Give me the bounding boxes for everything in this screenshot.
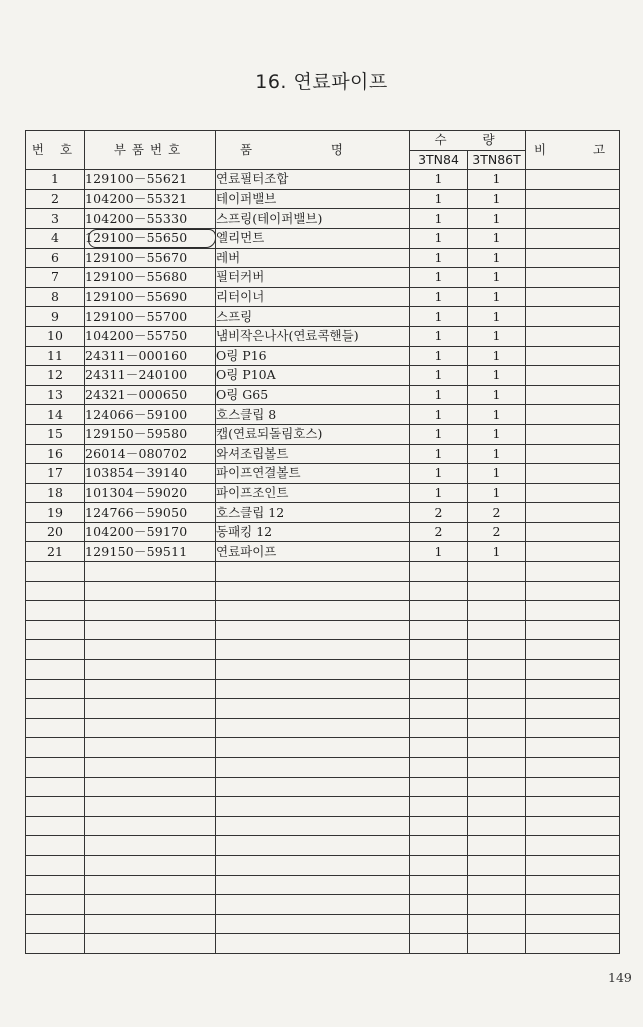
empty-cell [216, 797, 410, 817]
empty-row [26, 875, 620, 895]
cell-part-name: 호스클립 8 [216, 405, 410, 425]
empty-cell [85, 718, 216, 738]
cell-qty-3tn84: 1 [410, 170, 468, 190]
empty-cell [526, 914, 620, 934]
empty-cell [468, 777, 526, 797]
empty-cell [410, 777, 468, 797]
empty-cell [26, 660, 85, 680]
empty-cell [526, 934, 620, 954]
empty-row [26, 816, 620, 836]
cell-remarks [526, 228, 620, 248]
empty-cell [26, 914, 85, 934]
cell-qty-3tn84: 1 [410, 189, 468, 209]
empty-cell [410, 699, 468, 719]
empty-cell [216, 934, 410, 954]
empty-cell [468, 875, 526, 895]
empty-cell [85, 640, 216, 660]
cell-remarks [526, 170, 620, 190]
empty-cell [468, 620, 526, 640]
empty-cell [410, 797, 468, 817]
empty-cell [85, 581, 216, 601]
empty-cell [85, 758, 216, 778]
cell-remarks [526, 444, 620, 464]
cell-remarks [526, 326, 620, 346]
empty-cell [410, 679, 468, 699]
cell-part-name: 파이프연결볼트 [216, 464, 410, 484]
cell-remarks [526, 268, 620, 288]
cell-part-number: 101304－59020 [85, 483, 216, 503]
empty-cell [410, 836, 468, 856]
cell-number: 17 [26, 464, 85, 484]
empty-row [26, 679, 620, 699]
empty-row [26, 758, 620, 778]
empty-cell [526, 855, 620, 875]
empty-cell [468, 562, 526, 582]
empty-cell [216, 836, 410, 856]
empty-cell [216, 816, 410, 836]
cell-qty-3tn84: 1 [410, 248, 468, 268]
empty-row [26, 914, 620, 934]
cell-qty-3tn86t: 1 [468, 542, 526, 562]
empty-cell [410, 875, 468, 895]
cell-number: 13 [26, 385, 85, 405]
empty-cell [26, 699, 85, 719]
empty-cell [216, 895, 410, 915]
empty-cell [26, 875, 85, 895]
empty-cell [468, 914, 526, 934]
empty-cell [216, 875, 410, 895]
cell-part-number: 129100－55621 [85, 170, 216, 190]
empty-cell [85, 777, 216, 797]
table-row [26, 189, 620, 209]
table-row [26, 444, 620, 464]
empty-cell [85, 679, 216, 699]
empty-row [26, 640, 620, 660]
empty-row [26, 934, 620, 954]
cell-part-number: 129100－55650 [85, 228, 216, 248]
cell-part-number: 124066－59100 [85, 405, 216, 425]
cell-part-number: 104200－59170 [85, 522, 216, 542]
empty-cell [410, 620, 468, 640]
empty-cell [216, 718, 410, 738]
cell-remarks [526, 248, 620, 268]
cell-qty-3tn86t: 1 [468, 385, 526, 405]
table-row [26, 385, 620, 405]
empty-cell [410, 660, 468, 680]
cell-number: 7 [26, 268, 85, 288]
cell-qty-3tn84: 1 [410, 424, 468, 444]
cell-number: 14 [26, 405, 85, 425]
cell-number: 15 [26, 424, 85, 444]
cell-remarks [526, 189, 620, 209]
header-part-name: 품 명 [216, 131, 410, 170]
empty-cell [526, 718, 620, 738]
cell-remarks [526, 522, 620, 542]
empty-cell [410, 718, 468, 738]
cell-part-name: 필터커버 [216, 268, 410, 288]
empty-row [26, 601, 620, 621]
table-row [26, 405, 620, 425]
table-row [26, 366, 620, 386]
empty-cell [526, 699, 620, 719]
parts-table [25, 130, 620, 954]
cell-part-number: 129100－55690 [85, 287, 216, 307]
empty-cell [216, 855, 410, 875]
empty-cell [26, 836, 85, 856]
empty-cell [526, 581, 620, 601]
header-model-3tn86t: 3TN86T [468, 150, 526, 170]
cell-qty-3tn86t: 1 [468, 170, 526, 190]
cell-qty-3tn86t: 1 [468, 326, 526, 346]
empty-cell [216, 777, 410, 797]
empty-cell [468, 836, 526, 856]
cell-part-name: O링 P10A [216, 366, 410, 386]
cell-remarks [526, 483, 620, 503]
empty-cell [26, 640, 85, 660]
empty-cell [410, 855, 468, 875]
empty-cell [410, 816, 468, 836]
empty-cell [526, 601, 620, 621]
cell-number: 3 [26, 209, 85, 229]
cell-part-number: 103854－39140 [85, 464, 216, 484]
cell-number: 10 [26, 326, 85, 346]
cell-qty-3tn84: 1 [410, 385, 468, 405]
cell-qty-3tn86t: 1 [468, 209, 526, 229]
empty-cell [410, 895, 468, 915]
empty-row [26, 777, 620, 797]
cell-part-number: 26014－080702 [85, 444, 216, 464]
cell-part-name: 캡(연료되돌림호스) [216, 424, 410, 444]
cell-part-number: 129150－59580 [85, 424, 216, 444]
cell-qty-3tn84: 1 [410, 307, 468, 327]
empty-cell [468, 640, 526, 660]
cell-remarks [526, 287, 620, 307]
empty-row [26, 581, 620, 601]
empty-cell [468, 699, 526, 719]
empty-cell [410, 581, 468, 601]
cell-qty-3tn86t: 1 [468, 444, 526, 464]
cell-number: 19 [26, 503, 85, 523]
empty-cell [26, 934, 85, 954]
cell-qty-3tn86t: 1 [468, 424, 526, 444]
cell-part-name: 호스클립 12 [216, 503, 410, 523]
header-number: 번 호 [26, 131, 85, 170]
table-row [26, 248, 620, 268]
parts-table-body [26, 170, 620, 954]
cell-qty-3tn84: 1 [410, 346, 468, 366]
empty-row [26, 620, 620, 640]
empty-cell [26, 855, 85, 875]
table-row [26, 346, 620, 366]
table-row [26, 268, 620, 288]
empty-cell [410, 758, 468, 778]
empty-cell [468, 797, 526, 817]
empty-cell [526, 679, 620, 699]
empty-cell [526, 562, 620, 582]
cell-part-name: 연료파이프 [216, 542, 410, 562]
empty-cell [410, 640, 468, 660]
cell-qty-3tn84: 2 [410, 503, 468, 523]
empty-cell [410, 562, 468, 582]
empty-cell [85, 895, 216, 915]
empty-cell [468, 855, 526, 875]
empty-cell [216, 562, 410, 582]
cell-qty-3tn84: 1 [410, 228, 468, 248]
empty-cell [468, 601, 526, 621]
header-quantity: 수 량 [410, 131, 526, 151]
empty-cell [85, 855, 216, 875]
table-row [26, 483, 620, 503]
table-row [26, 326, 620, 346]
empty-cell [216, 620, 410, 640]
empty-row [26, 855, 620, 875]
header-part-number: 부품번호 [85, 131, 216, 170]
empty-cell [85, 934, 216, 954]
empty-cell [26, 679, 85, 699]
empty-cell [526, 797, 620, 817]
empty-cell [85, 816, 216, 836]
cell-qty-3tn86t: 1 [468, 287, 526, 307]
empty-cell [526, 640, 620, 660]
empty-cell [26, 620, 85, 640]
cell-part-name: 스프링(테이퍼밸브) [216, 209, 410, 229]
empty-row [26, 718, 620, 738]
cell-part-name: 리터이너 [216, 287, 410, 307]
empty-cell [26, 738, 85, 758]
cell-part-number: 129100－55680 [85, 268, 216, 288]
empty-cell [85, 620, 216, 640]
cell-part-number: 129150－59511 [85, 542, 216, 562]
cell-part-name: 냄비작은나사(연료콕핸들) [216, 326, 410, 346]
empty-cell [526, 875, 620, 895]
empty-cell [85, 875, 216, 895]
empty-cell [26, 797, 85, 817]
empty-row [26, 797, 620, 817]
empty-cell [216, 679, 410, 699]
cell-remarks [526, 366, 620, 386]
cell-part-name: 레버 [216, 248, 410, 268]
empty-cell [85, 914, 216, 934]
cell-remarks [526, 542, 620, 562]
cell-part-name: 스프링 [216, 307, 410, 327]
cell-part-name: 동패킹 12 [216, 522, 410, 542]
empty-row [26, 895, 620, 915]
cell-number: 16 [26, 444, 85, 464]
cell-qty-3tn84: 1 [410, 464, 468, 484]
cell-qty-3tn84: 1 [410, 483, 468, 503]
empty-cell [216, 581, 410, 601]
empty-cell [468, 816, 526, 836]
cell-part-number: 104200－55330 [85, 209, 216, 229]
cell-remarks [526, 424, 620, 444]
cell-part-number: 104200－55321 [85, 189, 216, 209]
empty-cell [216, 758, 410, 778]
cell-number: 8 [26, 287, 85, 307]
cell-remarks [526, 346, 620, 366]
empty-cell [216, 738, 410, 758]
cell-remarks [526, 405, 620, 425]
empty-cell [216, 699, 410, 719]
empty-cell [26, 758, 85, 778]
empty-row [26, 699, 620, 719]
empty-cell [526, 895, 620, 915]
cell-number: 18 [26, 483, 85, 503]
empty-cell [526, 777, 620, 797]
empty-cell [26, 562, 85, 582]
cell-qty-3tn86t: 1 [468, 483, 526, 503]
empty-cell [216, 640, 410, 660]
cell-qty-3tn86t: 1 [468, 248, 526, 268]
empty-cell [526, 758, 620, 778]
cell-part-number: 24321－000650 [85, 385, 216, 405]
empty-cell [468, 895, 526, 915]
empty-cell [85, 836, 216, 856]
cell-qty-3tn84: 2 [410, 522, 468, 542]
empty-cell [410, 914, 468, 934]
empty-row [26, 836, 620, 856]
cell-number: 12 [26, 366, 85, 386]
cell-qty-3tn86t: 1 [468, 464, 526, 484]
cell-qty-3tn84: 1 [410, 444, 468, 464]
empty-cell [526, 836, 620, 856]
empty-cell [410, 934, 468, 954]
cell-part-name: 와셔조립볼트 [216, 444, 410, 464]
cell-remarks [526, 464, 620, 484]
empty-cell [26, 777, 85, 797]
cell-part-name: 엘리먼트 [216, 228, 410, 248]
empty-cell [526, 816, 620, 836]
cell-number: 9 [26, 307, 85, 327]
table-row [26, 228, 620, 248]
empty-cell [468, 738, 526, 758]
empty-cell [85, 660, 216, 680]
table-row [26, 522, 620, 542]
cell-part-name: O링 G65 [216, 385, 410, 405]
table-row [26, 209, 620, 229]
table-row [26, 307, 620, 327]
empty-cell [410, 601, 468, 621]
cell-qty-3tn84: 1 [410, 326, 468, 346]
table-row [26, 503, 620, 523]
empty-cell [85, 699, 216, 719]
empty-cell [526, 620, 620, 640]
header-remarks: 비 고 [526, 131, 620, 170]
empty-cell [26, 718, 85, 738]
empty-row [26, 738, 620, 758]
table-row [26, 287, 620, 307]
cell-part-number: 129100－55670 [85, 248, 216, 268]
cell-remarks [526, 209, 620, 229]
cell-number: 4 [26, 228, 85, 248]
cell-qty-3tn84: 1 [410, 405, 468, 425]
cell-number: 2 [26, 189, 85, 209]
cell-part-name: 연료필터조합 [216, 170, 410, 190]
cell-remarks [526, 307, 620, 327]
table-row [26, 464, 620, 484]
empty-cell [216, 914, 410, 934]
cell-part-name: 파이프조인트 [216, 483, 410, 503]
empty-cell [468, 679, 526, 699]
empty-cell [410, 738, 468, 758]
empty-row [26, 660, 620, 680]
empty-cell [468, 581, 526, 601]
empty-cell [468, 758, 526, 778]
cell-qty-3tn86t: 1 [468, 268, 526, 288]
cell-number: 21 [26, 542, 85, 562]
empty-cell [526, 738, 620, 758]
cell-part-number: 129100－55700 [85, 307, 216, 327]
empty-cell [26, 895, 85, 915]
cell-remarks [526, 385, 620, 405]
empty-cell [468, 718, 526, 738]
cell-part-number: 124766－59050 [85, 503, 216, 523]
cell-qty-3tn86t: 1 [468, 189, 526, 209]
empty-cell [85, 562, 216, 582]
cell-qty-3tn86t: 2 [468, 522, 526, 542]
table-row [26, 542, 620, 562]
empty-cell [85, 797, 216, 817]
page-number: 149 [608, 970, 632, 985]
header-model-3tn84: 3TN84 [410, 150, 468, 170]
cell-part-name: 테이퍼밸브 [216, 189, 410, 209]
empty-cell [526, 660, 620, 680]
cell-part-name: O링 P16 [216, 346, 410, 366]
empty-cell [26, 816, 85, 836]
empty-cell [26, 601, 85, 621]
cell-qty-3tn84: 1 [410, 268, 468, 288]
cell-number: 6 [26, 248, 85, 268]
empty-cell [468, 660, 526, 680]
cell-qty-3tn86t: 1 [468, 307, 526, 327]
cell-qty-3tn86t: 1 [468, 405, 526, 425]
table-row [26, 424, 620, 444]
empty-row [26, 562, 620, 582]
cell-qty-3tn86t: 2 [468, 503, 526, 523]
cell-qty-3tn86t: 1 [468, 346, 526, 366]
cell-qty-3tn84: 1 [410, 209, 468, 229]
empty-cell [216, 660, 410, 680]
cell-qty-3tn84: 1 [410, 542, 468, 562]
cell-number: 11 [26, 346, 85, 366]
empty-cell [85, 601, 216, 621]
cell-part-number: 24311－000160 [85, 346, 216, 366]
cell-qty-3tn86t: 1 [468, 228, 526, 248]
cell-part-number: 24311－240100 [85, 366, 216, 386]
empty-cell [85, 738, 216, 758]
cell-number: 20 [26, 522, 85, 542]
cell-qty-3tn86t: 1 [468, 366, 526, 386]
page-title: 16. 연료파이프 [255, 71, 388, 93]
cell-number: 1 [26, 170, 85, 190]
table-row [26, 170, 620, 190]
empty-cell [468, 934, 526, 954]
cell-qty-3tn84: 1 [410, 366, 468, 386]
cell-remarks [526, 503, 620, 523]
empty-cell [26, 581, 85, 601]
empty-cell [216, 601, 410, 621]
cell-qty-3tn84: 1 [410, 287, 468, 307]
cell-part-number: 104200－55750 [85, 326, 216, 346]
